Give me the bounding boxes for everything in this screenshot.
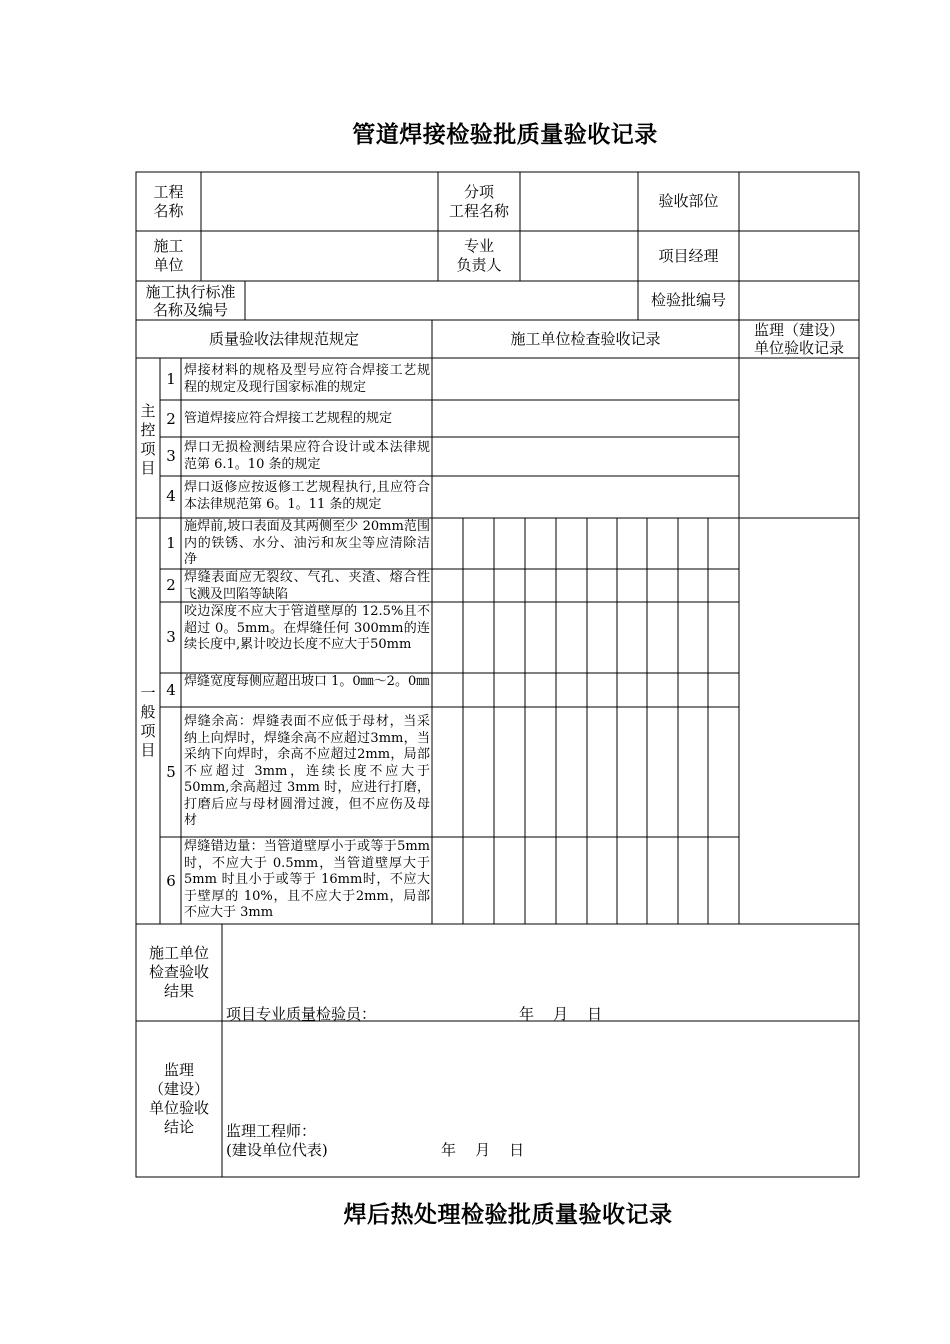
standard-field[interactable] (245, 281, 638, 320)
col-regulation-header: 质量验收法律规范规定 (208, 329, 359, 348)
general-item-text: 焊缝余高：焊缝表面不应低于母材，当采纳上向焊时，焊缝余高不应超过3mm，当采纳下向焊时，余高不应超过2mm，局部不应超过 3mm，连续长度不应大于 50mm,余高超过 3mm 时，应进行打磨，打磨后应与母材圆滑过渡，但不应伤及母材 (184, 714, 430, 828)
general-item-number: 2 (166, 576, 176, 594)
batch-no-label: 检验批编号 (650, 291, 726, 309)
project-manager-field[interactable] (739, 231, 859, 281)
general-item-number: 5 (166, 763, 176, 781)
general-item-number: 3 (166, 628, 176, 646)
col-construction-record-header: 施工单位检查验收记录 (510, 329, 661, 348)
professional-lead-label: 专业 负责人 (456, 237, 502, 274)
main-item-number: 3 (166, 447, 176, 465)
project-manager-label: 项目经理 (658, 246, 719, 265)
main-item-number: 2 (166, 410, 176, 428)
col-supervision-record-header: 监理（建设） 单位验收记录 (753, 321, 844, 357)
main-item-text: 焊接材料的规格及型号应符合焊接工艺规程的规定及现行国家标准的规定 (184, 363, 430, 395)
main-item-number: 1 (166, 370, 176, 388)
sub-project-field[interactable] (520, 172, 638, 231)
general-item-text: 咬边深度不应大于管道壁厚的 12.5%且不超过 0。5mm。在焊缝任何 300mm的连续长度中,累计咬边长度不应大于50mm (184, 604, 430, 652)
next-form-title: 焊后热处理检验批质量验收记录 (343, 1201, 673, 1228)
sub-project-label: 分项 工程名称 (448, 182, 509, 220)
batch-no-field[interactable] (739, 281, 859, 320)
construction-unit-label: 施工 单位 (153, 237, 184, 274)
inspection-part-label: 验收部位 (658, 192, 719, 210)
main-item-text: 焊口无损检测结果应符合设计或本法律规范第 6.1。10 条的规定 (184, 440, 430, 472)
supervision-conclusion-date: 年 月 日 (441, 1141, 525, 1159)
professional-lead-field[interactable] (520, 231, 638, 281)
main-item-number: 4 (166, 487, 176, 505)
standard-label: 施工执行标准 名称及编号 (145, 282, 236, 319)
owner-representative-label: (建设单位代表) (226, 1141, 328, 1159)
general-item-text: 施焊前,坡口表面及其两侧至少 20mm范围内的铁锈、水分、油污和灰尘等应清除洁净 (184, 519, 430, 567)
inspection-part-field[interactable] (739, 172, 859, 231)
main-item-text: 焊口返修应按返修工艺规程执行,且应符合本法律规范第 6。1。11 条的规定 (184, 480, 430, 512)
quality-inspector-label: 项目专业质量检验员： (226, 1005, 377, 1023)
construction-result-label: 施工单位 检查验收 结果 (148, 944, 209, 1000)
general-item-number: 6 (166, 872, 176, 890)
project-name-field[interactable] (201, 172, 438, 231)
project-name-label: 工程 名称 (153, 182, 184, 220)
page-title: 管道焊接检验批质量验收记录 (352, 121, 658, 148)
general-item-text: 焊缝宽度每侧应超出坡口 1。0㎜～2。0㎜ (184, 674, 430, 689)
construction-result-date: 年 月 日 (519, 1005, 603, 1023)
general-item-number: 4 (166, 681, 176, 699)
main-item-text: 管道焊接应符合焊接工艺规程的规定 (184, 411, 393, 426)
general-items-label: 一 般 项 目 (140, 684, 156, 759)
construction-unit-field[interactable] (201, 231, 438, 281)
general-item-text: 焊缝表面应无裂纹、气孔、夹渣、熔合性飞溅及凹陷等缺陷 (184, 570, 430, 602)
general-item-text: 焊缝错边量：当管道壁厚小于或等于5mm 时，不应大于 0.5mm，当管道壁厚大于 5mm 时且小于或等于 16mm时，不应大于壁厚的 10%，且不应大于2mm，局部不应大于 3mm (184, 839, 430, 920)
supervision-conclusion-label: 监理 （建设） 单位验收 结论 (148, 1061, 209, 1136)
main-control-label: 主 控 项 目 (140, 402, 156, 477)
general-item-number: 1 (166, 534, 176, 552)
supervision-engineer-label: 监理工程师： (226, 1122, 317, 1140)
